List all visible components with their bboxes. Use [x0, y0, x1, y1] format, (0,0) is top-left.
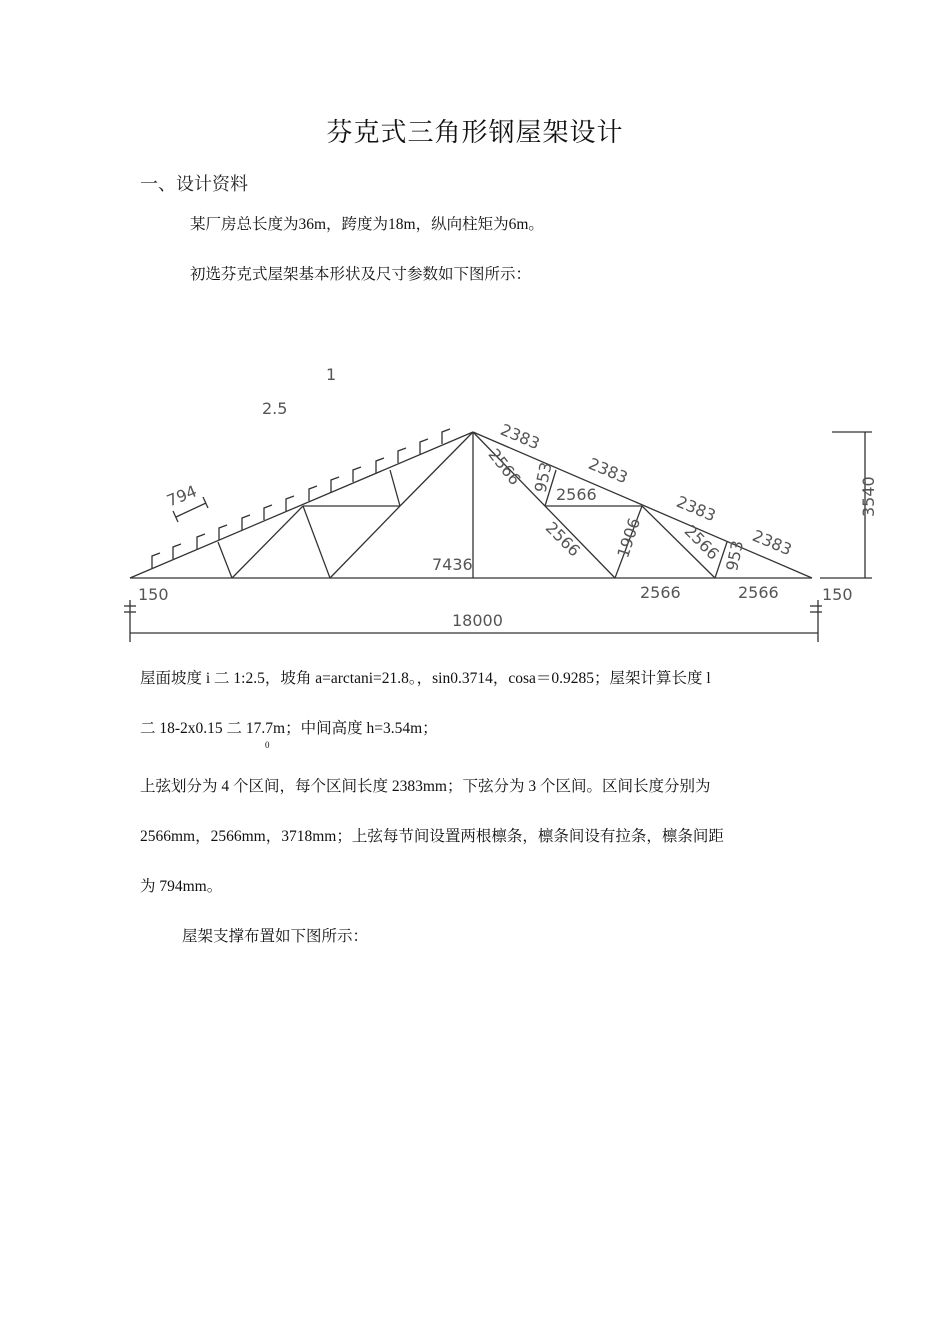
diag-label-3: 2566: [556, 485, 597, 504]
left-web-6: [390, 470, 400, 506]
left-web-4: [330, 506, 400, 578]
slope-rise-label: 1: [326, 365, 337, 384]
left-offset-label: 150: [138, 585, 169, 604]
top-chord-label-2: 2383: [585, 453, 631, 488]
center-post-label: 7436: [432, 555, 473, 574]
right-top-chord: [473, 432, 812, 578]
top-chord-label-4: 2383: [749, 525, 795, 560]
truss-diagram: [0, 330, 950, 650]
slope-run-label: 2.5: [262, 399, 288, 418]
paragraph-division-line3: 为 794mm。: [140, 878, 223, 895]
diag-label-7: 953: [722, 538, 748, 573]
paragraph-building-info: 某厂房总长度为36m，跨度为18m，纵向柱矩为6m。: [190, 216, 544, 233]
document-title: 芬克式三角形钢屋架设计: [326, 118, 624, 148]
section-heading: 一、设计资料: [140, 174, 248, 195]
diag-label-1: 2566: [484, 445, 525, 489]
paragraph-figure-intro: 初选芬克式屋架基本形状及尺寸参数如下图所示：: [190, 266, 532, 283]
diag-label-6: 2566: [680, 521, 723, 564]
diag-label-4: 2566: [541, 518, 585, 561]
left-web-5: [400, 432, 473, 506]
top-chord-label-3: 2383: [673, 491, 719, 526]
diag-label-5: 1906: [613, 515, 645, 561]
paragraph-bracing-intro: 屋架支撑布置如下图所示：: [182, 928, 369, 945]
paragraph-division-line1: 上弦划分为 4 个区间，每个区间长度 2383mm；下弦分为 3 个区间。区间长度分别为: [140, 778, 711, 795]
purlin-spacing-label: 794: [164, 481, 200, 511]
span-label: 18000: [452, 611, 503, 630]
bottom-seg-label-1: 2566: [640, 583, 681, 602]
left-web-2: [218, 542, 232, 578]
paragraph-slope-line2: 二 18-2x0.15 二 17.7m；中间高度 h=3.54m；: [140, 720, 438, 737]
paragraph-slope-line1: 屋面坡度 i 二 1:2.5，坡角 a=arctani=21.8。，sin0.3714，cosa＝0.9285；屋架计算长度 l: [140, 670, 711, 687]
diag-label-2: 953: [530, 460, 556, 495]
left-web-1: [232, 506, 303, 578]
top-chord-label-1: 2383: [497, 419, 543, 454]
subscript-zero: 0: [265, 740, 270, 750]
bottom-seg-label-2: 2566: [738, 583, 779, 602]
height-label: 3540: [859, 476, 878, 517]
left-web-3: [303, 506, 330, 578]
paragraph-division-line2: 2566mm，2566mm，3718mm；上弦每节间设置两根檩条，檩条间设有拉条，檩条间距: [140, 828, 724, 845]
right-offset-label: 150: [822, 585, 853, 604]
